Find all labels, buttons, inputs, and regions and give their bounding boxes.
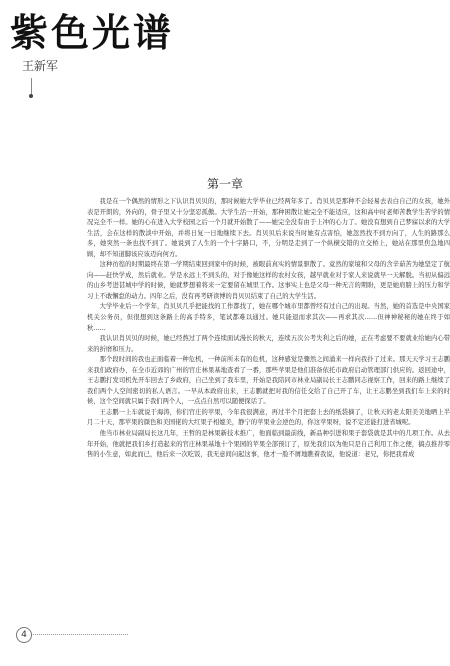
chapter-title: 第一章 [206, 177, 243, 191]
paragraph: 我是在一个偶然的情形之下认识肖贝贝的，那时候她大学毕业已经两年多了。肖贝贝是那种不会轻易去表白自己的女孩，她外表是开朗的，外向的，骨子里又十分坚忍孤傲。大学生活一开始，那种困散让她完全不能适应，这和高中时老师苦教学生苦学的情况完全不一样。她的心在进入大学校园之后一个月就开始散了——她完全没有由于上冲的心力了。她没有想到自己梦寐以求的大学生活，会在这样的散淡中开始，并将日复一日地继续下去。肖贝贝后来说当时她有点害怕，她忽然找不到方向了，人生的路那么多，她突然一条也找不到了。她说到了人生的一个十字路口，不，分明是走到了一个纵横交错的立交桥上，她站在那里焦急地四顾，却不知道脚该应该迈向何方。 [87, 198, 450, 258]
paragraph: 他当市林业局副局长这几年，王哲的是林果新技术推广，他面临到最前线，新品种引进和果子套袋就是其中的几项工作。从去年开始，他就把我们乡打造起来的官庄林果基地十个果园的苹果全部预订了，原先我们以为他只是自己利用工作之便，搞点推荐零售的小生意，如此而已，他后来一次吃饭，我无意间问起这事，他才一脸不屑地瞧着我说，他说道：老兄，你把我看成 [87, 430, 450, 459]
book-title: 紫色光谱 [10, 11, 175, 55]
footer-dotted-rule [33, 634, 128, 635]
paragraph: 大学毕业后一个学年，肖贝贝几乎把能找的工作都找了，她在哪个城市里都曾经有过自己的出现。当然，她的首选是中央国家机关公务员，但很想到这条路上的高手特多，笔试都难以通过。她只能退而求其次——再求其次……但神神秘秘的她在终于如秋…… [87, 303, 450, 332]
author-name: 王新军 [22, 59, 59, 73]
paragraph: 这种彷徨的时期最终在第一学期结束回到家中的时候，被眼前真实的情景驱散了。竟然的家境和父母的含辛茹苦为她坚定了航向——赶快学成，然后就业。学是永远上不到头的，对于像她这样的农村女孩，越早就业对于家人来说就早一天解脱。当初从偏远的山乡考进甚城中学的时候，她就梦想着将来一定要留在城里工作。这事实上也是父母一种无言的期盼，更是她肩膀上的压力和学习上不敢懈怠的动力。四年之后，没有再考研读博的肖贝贝结束了自己的大学生活。 [87, 261, 450, 300]
vertical-rule [31, 78, 32, 94]
page-number: 4 [16, 627, 32, 643]
chapter-body [87, 197, 450, 622]
paragraph: 那个段时间的我也正面临着一种危机，一种前所未有的危机，这种感觉是骤然之间涌来一样向我扑了过来。那天天学习王志鹏来我们政府办，在全市近郊的广州的官庄林果基地查看了一番，那些苹果是他们准备依托市政府启动管理部门供应的。返回途中，王志鹏打发司机先开车回去了乡政府，自己坐到了我车里，开始是我陪同市林业局副局长王志鹏同志视察工作，回来的路上继续了我们两个人空间密切的私人语言。一早从本政府出来，王志鹏就把对我的信任交给了自己开了车，让王志鹏坐到我们车上来的时候，这个空间就只属于我们两个人，一点点自然可以随便探话了。 [87, 356, 450, 406]
paragraph: 王志鹏一上车就说于海涛，你们官庄的苹果，今年我很满意，再过半个月把套上去的纸袋摘了，让秋天的老太阳美美地晒上半月二十天，那苹果的颜色和美国佬的大红果子相媲美，静宁的苹果业会逆色的，你这苹果呀，说不定还能打进省城呢。 [87, 408, 450, 427]
paragraph: 我认识肖贝贝的时候，她已经熬过了两个连续面试漫长的秋天，连续五次公考失利之后的她，正在考虑要不要就业给她内心带来的折磨和压力。 [87, 335, 450, 353]
bullet-dot-icon [29, 94, 33, 98]
